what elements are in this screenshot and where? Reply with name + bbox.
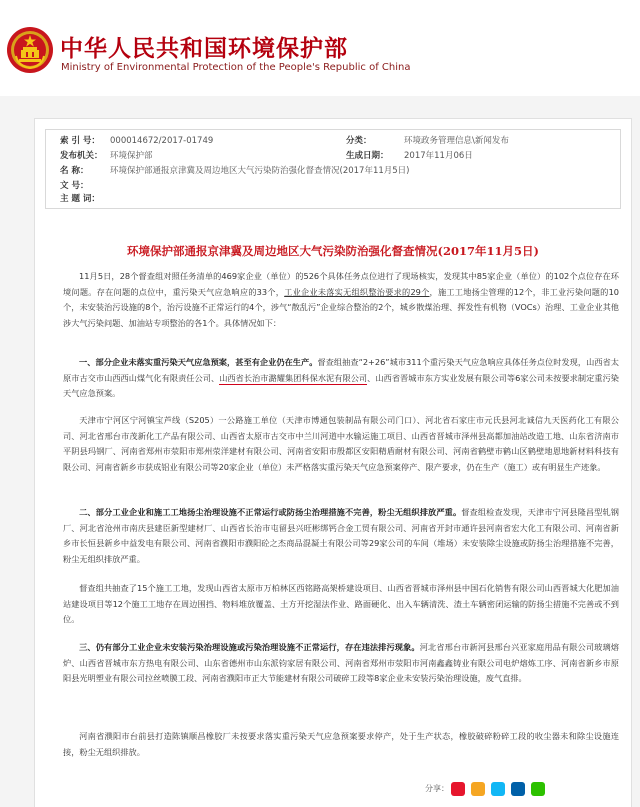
paragraph-section-1	[63, 355, 619, 402]
article-page	[34, 118, 632, 807]
p1-text-a: 11月5日，28个督查组对照任务清单的469家企业（单位）的526个具体任务点位进行了现场核实，发现其中85家企业（单位）的102个点位存在环境问题。存在问题的点位中，重污染天气应急响应的33个，	[63, 271, 619, 297]
index-value: 000014672/2017-01749	[110, 136, 214, 146]
site-header	[0, 0, 640, 96]
document-title: 环境保护部通报京津冀及周边地区大气污染防治强化督查情况(2017年11月5日)	[127, 244, 539, 258]
paragraph-section-2-detail	[63, 581, 619, 628]
meta-row-name	[46, 164, 620, 179]
publisher-value: 环境保护部	[110, 151, 153, 161]
wechat-icon[interactable]	[531, 782, 545, 796]
paragraph-section-3-detail	[63, 729, 619, 760]
date-label: 生成日期：	[346, 151, 389, 161]
p7-text: 河南省濮阳市台前县打造陈镇顺昌橡胶厂未按要求落实重污染天气应急预案要求停产，处于生产状态，橡胶破碎粉碎工段的收尘器未和除尘设施连接，粉尘无组织排放。	[63, 731, 619, 757]
p6-text-a: 河北省邢台市新河县邢台兴亚家庭用品有限公司玻璃熔炉、山西省晋城市东方热电有限公司、山东省德州市山东派钧家居有限公司、河南省郑州市荥阳市河南鑫鑫铸业有限公司电炉熔炼工序、河南省新乡市原阳县光明塑业有限公司拉丝喷膜工段、河南省濮阳市正大节能建材有限公司破碎工段等8家企业未安装污染治理设施，废气直排。	[63, 642, 619, 683]
p2-text-b: 、山西省晋城市东方实业发展有限公司等6家公司未按要求制定重污染天气应急预案。	[63, 372, 619, 398]
renren-icon[interactable]	[511, 782, 525, 796]
p3-text: 天津市宁河区宁河镇宝芦线（S205）一公路施工单位（天津市博通包装制品有限公司门口）、河北省石家庄市元氏县河北诚信九天医药化工有限公司、河北省邢台市茂新化工产品有限公司、山西省太原市古交市中兰川河道中水输运施工项目、山西省晋城市泽州县高都加油站改造工地、山东省济南市平阴县玛钢厂、河南省郑州市荥阳市郑州荥洋建材有限公司、河南省安阳市殷都区安阳精盾耐材有限公司、河南省鹤壁市鹤山区鹤壁地恩地新材料科技有限公司、河南省新乡市获成铝业有限公司等20家企业（单位）未严格落实重污染天气应急预案停产、限产要求，仍在生产（施工）或有明显生产迹象。	[63, 415, 619, 472]
publisher-label: 发布机关：	[60, 151, 103, 161]
document-meta-table	[45, 129, 621, 209]
p2-text-a: 督查组抽查“2+26”城市311个重污染天气应急响应具体任务点位时发现，山西省太原市古交市山西西山煤气化有限责任公司、	[63, 357, 619, 383]
paragraph-section-3	[63, 640, 619, 687]
name-label: 名 称：	[60, 166, 89, 176]
section-2-heading: 二、部分工业企业和施工工地扬尘治理设施不正常运行或防扬尘治理措施不完善，粉尘无组织排放严重。	[79, 507, 462, 517]
meta-row-publisher	[46, 149, 620, 164]
p1-underlined: 工业企业未落实无组织整治要求的29个	[284, 286, 430, 297]
index-label: 索 引 号：	[60, 136, 100, 146]
category-value: 环境政务管理信息\新闻发布	[404, 136, 509, 146]
meta-row-index	[46, 134, 620, 149]
section-1-heading: 一、部分企业未落实重污染天气应急预案，甚至有企业仍在生产。	[79, 357, 318, 367]
share-bar	[35, 782, 631, 796]
qq-icon[interactable]	[491, 782, 505, 796]
p4-text-a: 督查组检查发现，天津市宁河县隆昌型轧钢厂、河北省沧州市南庆县建臣新型建材厂、山西省长治市屯留县兴旺彬绑钙合金工贸有限公司、河南省开封市通许县河南省宏大化工有限公司、河南省新乡市长恒县新乡中益发电有限公司、河南省濮阳市濮阳砼之杰商品混凝土有限公司等29家公司的车间（堆场）未安装除尘设施或防扬尘治理措施不完善，粉尘无组织排放严重。	[63, 507, 619, 564]
site-title[interactable]: 中华人民共和国环境保护部	[60, 36, 348, 62]
national-emblem-icon	[6, 26, 54, 74]
section-3-heading: 三、仍有部分工业企业未安装污染治理设施或污染治理设施不正常运行，存在违法排污现象。	[79, 642, 420, 652]
p5-text: 督查组共抽查了15个施工工地，发现山西省太原市万柏林区西铭路高架桥建设项目、山西省晋城市泽州县中国石化销售有限公司山西晋城大化肥加油站建设项目等12个施工工地存在周边围挡、物料堆放覆盖、土方开挖湿法作业、路面硬化、出入车辆清洗、渣土车辆密闭运输的防扬尘措施不完善或不到位。	[63, 583, 619, 624]
keywords-label: 主 题 词：	[60, 194, 100, 204]
name-value: 环境保护部通报京津冀及周边地区大气污染防治强化督查情况(2017年11月5日)	[110, 166, 410, 176]
paragraph-section-1-detail	[63, 413, 619, 475]
meta-row-keywords	[46, 192, 620, 207]
p1-text-c: ，施工工地扬尘管理的12个，非工业污染问题的10个，未安装治污设施的8个，治污设施不正常运行的4个，涉气“散乱污”企业综合整治的2个，城乡散煤治理、挥发性有机物（VOCs）治理、工业企业其他涉大气污染问题、加油站专项整治的各1个。具体情况如下：	[63, 286, 619, 328]
weibo-icon[interactable]	[451, 782, 465, 796]
site-subtitle: Ministry of Environmental Protection of the People's Republic of China	[61, 62, 411, 73]
date-value: 2017年11月06日	[404, 151, 473, 161]
paragraph-summary	[63, 269, 619, 331]
docno-label: 文 号：	[60, 181, 89, 191]
paragraph-section-2	[63, 505, 619, 567]
qzone-icon[interactable]	[471, 782, 485, 796]
highlighted-company: 山西省长治市潞耀集团科保水泥有限公司	[219, 372, 368, 383]
share-label: 分享：	[425, 784, 449, 793]
category-label: 分类：	[346, 136, 372, 146]
